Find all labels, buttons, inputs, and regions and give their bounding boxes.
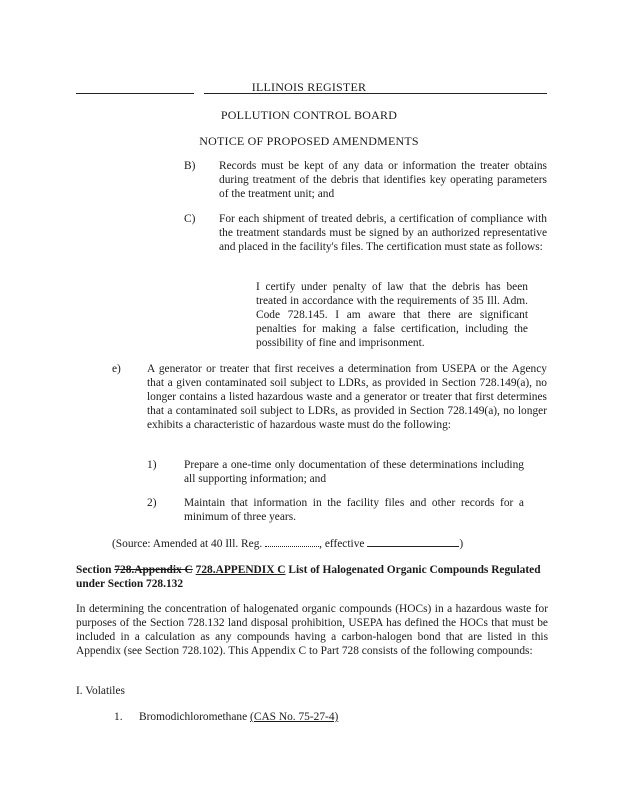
item-b-text: Records must be kept of any data or information the treater obtains during treatment of the debris that identifies key operating parameters of the treatment unit; and bbox=[219, 160, 547, 200]
list-item-1-number: 1. bbox=[114, 711, 123, 723]
item-b-label: B) bbox=[184, 160, 196, 172]
notice-title: NOTICE OF PROPOSED AMENDMENTS bbox=[199, 134, 419, 148]
item-c-text: For each shipment of treated debris, a certification of compliance with the treatment standards must be signed by an authorized representative and placed in the facility's files. The certification must state as follows: bbox=[219, 213, 547, 253]
item-e-text: A generator or treater that first receives a determination from USEPA or the Agency that a given contaminated soil subject to LDRs, as provided in Section 728.149(a), no longer contains a listed hazardous waste and a generator or treater that first determines that a contaminated soil subject to LDRs, as provided in Section 728.149(a), no longer exhibits a characteristic of hazardous waste must do the following: bbox=[147, 363, 547, 431]
item-e1-label: 1) bbox=[147, 459, 157, 471]
register-title: ILLINOIS REGISTER bbox=[251, 80, 367, 94]
body-paragraph: In determining the concentration of halogenated organic compounds (HOCs) in a hazardous waste for purposes of the Section 728.132 land disposal prohibition, USEPA has defined the HOCs that must be included in a calculation as any compounds having a carbon-halogen bond that are listed in this Appendix (see Section 728.102). This Appendix C to Part 728 consists of the following compounds: bbox=[76, 603, 548, 657]
item-e1-text: Prepare a one-time only documentation of these determinations including all supporting information; and bbox=[184, 459, 524, 485]
item-e2-label: 2) bbox=[147, 497, 157, 509]
source-prefix: (Source: Amended at 40 Ill. Reg. bbox=[112, 538, 263, 550]
list-item-1-name: Bromodichloromethane bbox=[139, 711, 248, 723]
item-c-label: C) bbox=[184, 213, 196, 225]
source-volume-blank bbox=[265, 546, 319, 547]
source-suffix: ) bbox=[459, 538, 464, 550]
certification-text: I certify under penalty of law that the debris has been treated in accordance with the requirements of 35 Ill. Adm. Code 728.145. I am aware that there are significant penalties for making a false certification, including the possibility of fine and imprisonment. bbox=[256, 281, 528, 349]
item-e-label: e) bbox=[112, 363, 121, 375]
list-item-1 bbox=[139, 710, 338, 724]
source-line bbox=[112, 537, 532, 551]
board-title: POLLUTION CONTROL BOARD bbox=[220, 108, 398, 122]
section-title-rest: List of Halogenated Organic Compounds Regulated under Section 728.132 bbox=[76, 564, 541, 590]
section-struck-title: 728.Appendix C bbox=[114, 564, 193, 576]
volatiles-heading: I. Volatiles bbox=[76, 685, 125, 697]
list-item-1-cas: (CAS No. 75-27-4) bbox=[250, 711, 339, 723]
section-word: Section bbox=[76, 564, 112, 576]
section-heading bbox=[76, 563, 556, 591]
section-new-title: 728.APPENDIX C bbox=[195, 564, 286, 576]
source-date-blank bbox=[367, 546, 459, 547]
item-e2-text: Maintain that information in the facility files and other records for a minimum of three years. bbox=[184, 497, 524, 523]
source-effective: , effective bbox=[319, 538, 365, 550]
